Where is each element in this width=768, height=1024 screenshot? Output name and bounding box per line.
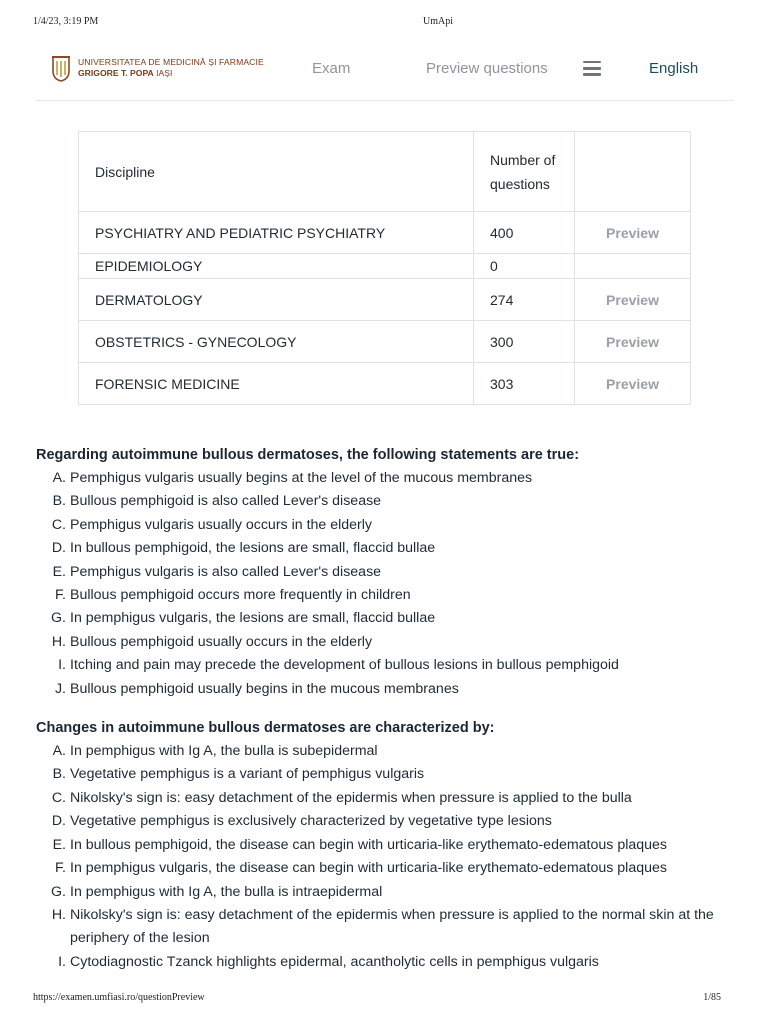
logo-line-1: UNIVERSITATEA DE MEDICINĂ ȘI FARMACIE <box>78 57 264 67</box>
answer-option <box>36 881 736 904</box>
answer-option <box>36 490 736 513</box>
option-text: Bullous pemphigoid usually begins in the mucous membranes <box>70 680 459 697</box>
table-header-row <box>79 132 691 212</box>
answer-option <box>36 561 736 584</box>
preview-button[interactable]: Preview <box>575 212 691 254</box>
table-row <box>79 279 691 321</box>
print-page-number: 1/85 <box>703 992 721 1003</box>
answer-option <box>36 834 736 857</box>
print-title: UmApi <box>423 16 453 27</box>
question-block <box>36 444 736 701</box>
option-text: Bullous pemphigoid is also called Lever's disease <box>70 493 382 510</box>
option-letter: G. <box>51 883 66 900</box>
option-letter: A. <box>52 743 66 760</box>
header-action <box>575 132 691 212</box>
option-letter: E. <box>52 836 66 853</box>
option-text: In pemphigus vulgaris, the disease can begin with urticaria-like erythemato-edematous plaques <box>70 860 667 877</box>
preview-button[interactable]: Preview <box>575 363 691 405</box>
table-row <box>79 254 691 279</box>
header-number-of-questions: Number of questions <box>474 132 575 212</box>
option-text: In pemphigus vulgaris, the lesions are small, flaccid bullae <box>70 610 436 627</box>
option-text: Cytodiagnostic Tzanck highlights epidermal, acantholytic cells in pemphigus vulgaris <box>70 953 599 970</box>
option-text: Itching and pain may precede the development of bullous lesions in bullous pemphigoid <box>70 657 619 674</box>
table-row <box>79 212 691 254</box>
question-title: Changes in autoimmune bullous dermatoses are characterized by: <box>36 720 495 737</box>
print-header <box>33 16 728 30</box>
option-letter: I. <box>58 657 66 674</box>
option-letter: D. <box>51 813 66 830</box>
option-text: Pemphigus vulgaris usually occurs in the elderly <box>70 516 373 533</box>
preview-button[interactable]: Preview <box>575 279 691 321</box>
option-letter: F. <box>54 860 66 877</box>
answer-option <box>36 514 736 537</box>
answer-option <box>36 584 736 607</box>
option-text: Pemphigus vulgaris usually begins at the level of the mucous membranes <box>70 470 533 486</box>
answer-option <box>36 904 736 951</box>
discipline-name: EPIDEMIOLOGY <box>79 254 474 279</box>
option-text: Bullous pemphigoid occurs more frequently in children <box>70 587 411 604</box>
option-letter: J. <box>54 680 66 697</box>
option-text: In bullous pemphigoid, the disease can begin with urticaria-like erythemato-edematous plaques <box>70 836 668 853</box>
answer-option <box>36 654 736 677</box>
table-row <box>79 363 691 405</box>
discipline-name: DERMATOLOGY <box>79 279 474 321</box>
option-letter: E. <box>52 563 66 580</box>
option-letter: B. <box>52 766 66 783</box>
answer-option <box>36 951 736 974</box>
university-logo[interactable] <box>50 52 264 84</box>
option-text: In pemphigus with Ig A, the bulla is subepidermal <box>70 743 378 760</box>
question-count: 303 <box>474 363 575 405</box>
preview-button[interactable]: Preview <box>575 321 691 363</box>
navbar <box>36 44 734 101</box>
question-count: 274 <box>474 279 575 321</box>
answer-option <box>36 857 736 880</box>
nav-preview-questions-link[interactable]: Preview questions <box>426 60 548 77</box>
answer-option <box>36 607 736 630</box>
option-text: Nikolsky's sign is: easy detachment of the epidermis when pressure is applied to the normal skin at the periphery of the lesion <box>70 906 714 947</box>
option-text: Nikolsky's sign is: easy detachment of the epidermis when pressure is applied to the bulla <box>70 789 632 806</box>
option-text: In bullous pemphigoid, the lesions are small, flaccid bullae <box>70 540 436 557</box>
answer-option <box>36 787 736 810</box>
question-count: 400 <box>474 212 575 254</box>
print-datetime: 1/4/23, 3:19 PM <box>33 16 99 27</box>
answer-option <box>36 467 736 490</box>
question-count: 300 <box>474 321 575 363</box>
option-text: In pemphigus with Ig A, the bulla is intraepidermal <box>70 883 383 900</box>
answer-option <box>36 537 736 560</box>
option-letter: C. <box>51 516 66 533</box>
option-text: Vegetative pemphigus is exclusively characterized by vegetative type lesions <box>70 813 552 830</box>
logo-line-2-rest: IAȘI <box>153 68 173 78</box>
option-letter: H. <box>51 906 66 923</box>
option-letter: H. <box>51 633 66 650</box>
option-letter: D. <box>51 540 66 557</box>
table-row <box>79 321 691 363</box>
option-letter: I. <box>58 953 66 970</box>
answer-option <box>36 631 736 654</box>
hamburger-icon[interactable] <box>583 61 601 76</box>
option-text: Bullous pemphigoid usually occurs in the elderly <box>70 633 373 650</box>
discipline-name: FORENSIC MEDICINE <box>79 363 474 405</box>
questions-list <box>36 444 736 990</box>
question-count: 0 <box>474 254 575 279</box>
option-letter: A. <box>52 470 66 486</box>
option-letter: C. <box>51 789 66 806</box>
logo-line-2-bold: GRIGORE T. POPA <box>78 68 154 78</box>
question-title: Regarding autoimmune bullous dermatoses, the following statements are true: <box>36 447 580 463</box>
option-letter: B. <box>52 493 66 510</box>
disciplines-table <box>78 131 691 405</box>
university-crest-icon <box>50 53 72 83</box>
preview-cell-empty <box>575 254 691 279</box>
nav-exam-link[interactable]: Exam <box>312 60 351 77</box>
option-letter: G. <box>51 610 66 627</box>
question-block <box>36 717 736 974</box>
answer-option <box>36 810 736 833</box>
language-selector[interactable]: English <box>649 60 699 77</box>
discipline-name: PSYCHIATRY AND PEDIATRIC PSYCHIATRY <box>79 212 474 254</box>
option-text: Vegetative pemphigus is a variant of pemphigus vulgaris <box>70 766 425 783</box>
option-text: Pemphigus vulgaris is also called Lever's disease <box>70 563 382 580</box>
option-letter: F. <box>54 587 66 604</box>
print-url: https://examen.umfiasi.ro/questionPreview <box>33 992 205 1003</box>
logo-line-2 <box>78 68 264 79</box>
header-discipline: Discipline <box>79 132 474 212</box>
answer-option <box>36 740 736 763</box>
answer-option <box>36 678 736 701</box>
print-footer <box>33 992 728 1006</box>
answer-option <box>36 763 736 786</box>
discipline-name: OBSTETRICS - GYNECOLOGY <box>79 321 474 363</box>
